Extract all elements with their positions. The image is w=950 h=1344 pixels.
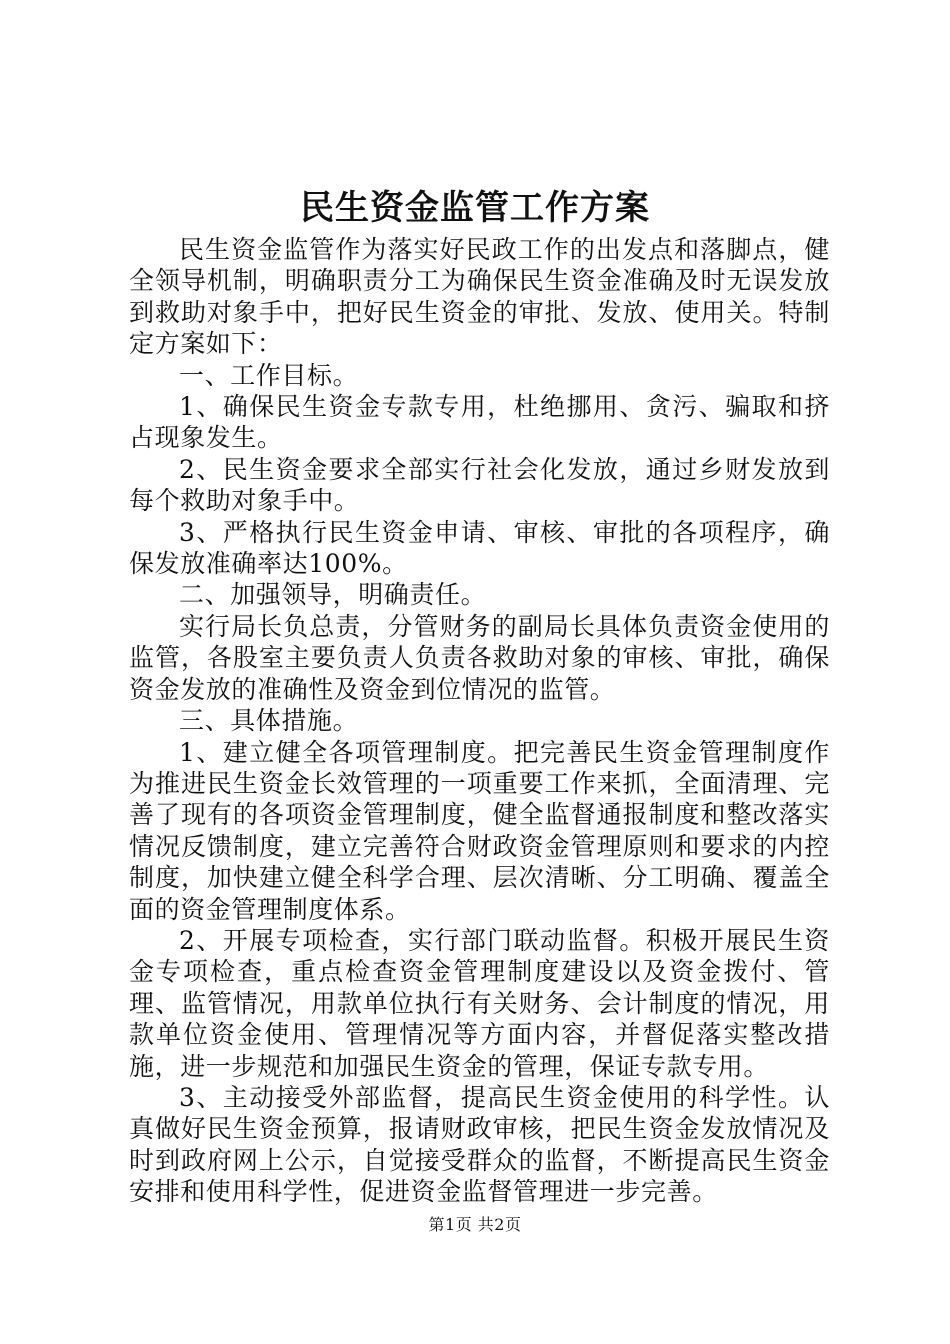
measure-item-1: 1、建立健全各项管理制度。把完善民生资金管理制度作为推进民生资金长效管理的一项重要工作来抓，全面清理、完善了现有的各项资金管理制度，健全监督通报制度和整改落实情况反馈制度，建立完善符合财政资金管理原则和要求的内控制度，加快建立健全科学合理、层次清晰、分工明确、覆盖全面的资金管理制度体系。 bbox=[129, 737, 830, 924]
section-heading-measures: 三、具体措施。 bbox=[179, 706, 359, 736]
section-heading-leadership: 二、加强领导，明确责任。 bbox=[179, 580, 487, 610]
goal-item-1: 1、确保民生资金专款专用，杜绝挪用、贪污、骗取和挤占现象发生。 bbox=[129, 392, 830, 453]
goal-item-3: 3、严格执行民生资金申请、审核、审批的各项程序，确保发放准确率达100%。 bbox=[129, 517, 830, 579]
section-heading-goals: 一、工作目标。 bbox=[179, 360, 359, 390]
document-title: 民生资金监管工作方案 bbox=[300, 188, 650, 228]
leadership-paragraph: 实行局长负总责，分管财务的副局长具体负责资金使用的监管，各股室主要负责人负责各救助对象的审核、审批，确保资金发放的准确性及资金到位情况的监管。 bbox=[129, 611, 830, 704]
goal-item-2: 2、民生资金要求全部实行社会化发放，通过乡财发放到每个救助对象手中。 bbox=[129, 454, 830, 516]
document-body bbox=[129, 234, 830, 1208]
measure-item-3: 3、主动接受外部监督，提高民生资金使用的科学性。认真做好民生资金预算，报请财政审核，把民生资金发放情况及时到政府网上公示，自觉接受群众的监督，不断提高民生资金安排和使用科学性，促进资金监督管理进一步完善。 bbox=[129, 1082, 830, 1207]
page-number-footer: 第1页 共2页 bbox=[428, 1215, 522, 1234]
measure-item-2: 2、开展专项检查，实行部门联动监督。积极开展民生资金专项检查，重点检查资金管理制度建设以及资金拨付、管理、监管情况，用款单位执行有关财务、会计制度的情况，用款单位资金使用、管理情况等方面内容，并督促落实整改措施，进一步规范和加强民生资金的管理，保证专款专用。 bbox=[129, 925, 830, 1081]
intro-paragraph: 民生资金监管作为落实好民政工作的出发点和落脚点，健全领导机制，明确职责分工为确保民生资金准确及时无误发放到救助对象手中，把好民生资金的审批、发放、使用关。特制定方案如下： bbox=[129, 235, 830, 359]
